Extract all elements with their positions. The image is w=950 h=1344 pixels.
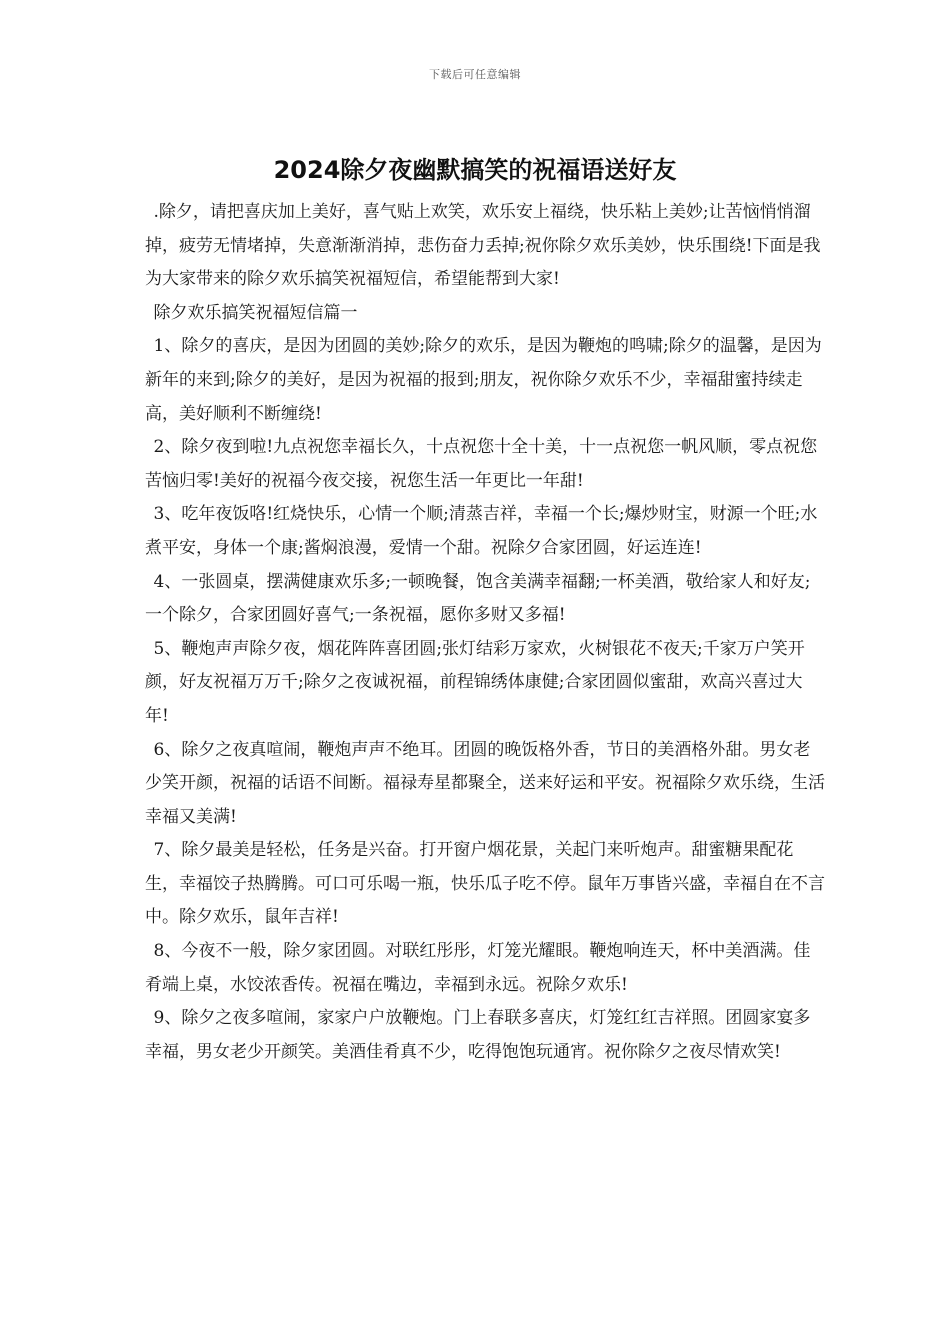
- section-heading: 除夕欢乐搞笑祝福短信篇一: [153, 302, 358, 323]
- document-title: 2024除夕夜幽默搞笑的祝福语送好友: [273, 156, 677, 184]
- greeting-item-5: 5、鞭炮声声除夕夜，烟花阵阵喜团圆;张灯结彩万家欢，火树银花不夜天;千家万户笑开颜，好友祝福万万千;除夕之夜诚祝福，前程锦绣体康健;合家团圆似蜜甜，欢高兴喜过大年!: [145, 638, 805, 726]
- greeting-item-6: 6、除夕之夜真喧闹，鞭炮声声不绝耳。团圆的晚饭格外香，节日的美酒格外甜。男女老少笑开颜，祝福的话语不间断。福禄寿星都聚全，送来好运和平安。祝福除夕欢乐绕，生活幸福又美满!: [145, 739, 825, 827]
- intro-paragraph: .除夕，请把喜庆加上美好，喜气贴上欢笑，欢乐安上福绕，快乐粘上美妙;让苦恼悄悄溜掉，疲劳无情堵掉，失意渐渐消掉，悲伤奋力丢掉;祝你除夕欢乐美妙，快乐围绕!下面是我为大家带来的除夕欢乐搞笑祝福短信，希望能帮到大家!: [145, 202, 821, 290]
- greeting-item-7: 7、除夕最美是轻松，任务是兴奋。打开窗户烟花景，关起门来听炮声。甜蜜糖果配花生，幸福饺子热腾腾。可口可乐喝一瓶，快乐瓜子吃不停。鼠年万事皆兴盛，幸福自在不言中。除夕欢乐，鼠年吉祥!: [145, 840, 825, 928]
- document-body: [145, 196, 825, 1069]
- greeting-item-9: 9、除夕之夜多喧闹，家家户户放鞭炮。门上春联多喜庆，灯笼红红吉祥照。团圆家宴多幸福，男女老少开颜笑。美酒佳肴真不少，吃得饱饱玩通宵。祝你除夕之夜尽情欢笑!: [145, 1008, 811, 1062]
- greeting-item-3: 3、吃年夜饭咯!红烧快乐，心情一个顺;清蒸吉祥，幸福一个长;爆炒财宝，财源一个旺;水煮平安，身体一个康;酱焖浪漫，爱情一个甜。祝除夕合家团圆，好运连连!: [145, 504, 818, 558]
- greeting-item-4: 4、一张圆桌，摆满健康欢乐多;一顿晚餐，饱含美满幸福翻;一杯美酒，敬给家人和好友;一个除夕，合家团圆好喜气;一条祝福，愿你多财又多福!: [145, 571, 811, 626]
- greeting-item-2: 2、除夕夜到啦!九点祝您幸福长久，十点祝您十全十美，十一点祝您一帆风顺，零点祝您苦恼归零!美好的祝福今夜交接，祝您生活一年更比一年甜!: [145, 437, 818, 491]
- page-header-note: 下载后可任意编辑: [429, 68, 521, 81]
- greeting-item-1: 1、除夕的喜庆，是因为团圆的美妙;除夕的欢乐，是因为鞭炮的鸣啸;除夕的温馨，是因为新年的来到;除夕的美好，是因为祝福的报到;朋友，祝你除夕欢乐不少，幸福甜蜜持续走高，美好顺利不断缠绕!: [145, 336, 822, 424]
- greeting-item-8: 8、今夜不一般，除夕家团圆。对联红彤彤，灯笼光耀眼。鞭炮响连天，杯中美酒满。佳肴端上桌，水饺浓香传。祝福在嘴边，幸福到永远。祝除夕欢乐!: [145, 941, 811, 995]
